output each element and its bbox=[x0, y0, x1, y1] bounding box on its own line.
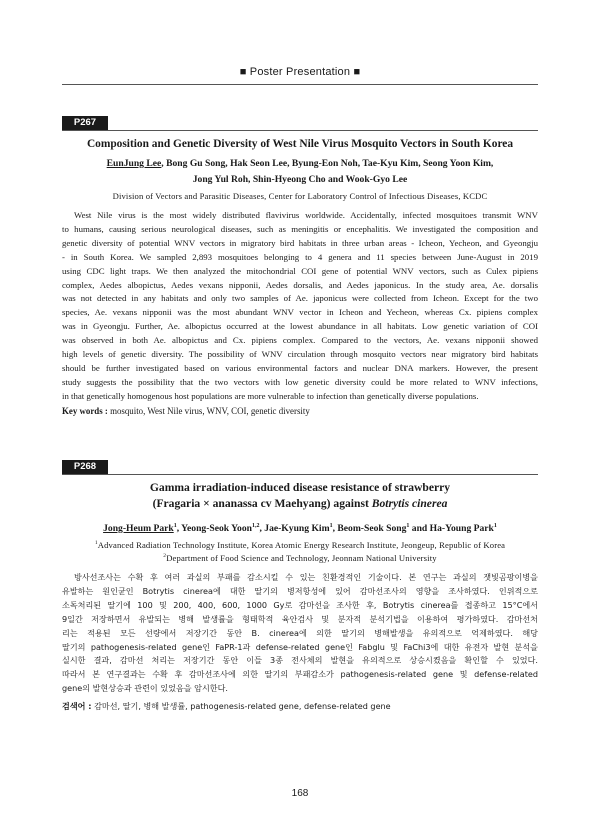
page-number: 168 bbox=[291, 788, 309, 799]
author-sup: 1,2 bbox=[251, 523, 260, 529]
author-sup: 1 bbox=[329, 523, 333, 529]
affil-text: Advanced Radiation Technology Institute, Korea Atomic Energy Research Institute, Jeongeup, Republic of Korea bbox=[97, 539, 506, 550]
p268-rule bbox=[62, 474, 538, 475]
p267-abstract bbox=[62, 209, 538, 404]
abstract-line: 딸기의 pathogenesis-related gene인 FaPR-1과 defense-related gene인 Fabglu 및 FaChi3에 대한 유전자 발현 분석을 bbox=[62, 641, 538, 652]
abstract-line: high levels of genetic diversity. The possibility of WNV circulation through mosquito vectors near migratory bird habitats bbox=[62, 349, 538, 360]
abstract-line: in that genetically homogenous host populations are more vulnerable to infection than genetically diverse populations. bbox=[62, 390, 479, 401]
affil-sup: 1 bbox=[94, 540, 98, 546]
p268-author: and Ha-Young Park bbox=[409, 523, 494, 535]
p268-abstract bbox=[62, 571, 538, 696]
p268-keywords-label: 검색어 : bbox=[62, 701, 92, 711]
p267-badge: P267 bbox=[62, 116, 108, 130]
abstract-line: 리는 적용된 모든 선량에서 저장기간 동안 B. cinerea에 의한 딸기의 병해발생을 유의적으로 억제하였다. 해당 bbox=[62, 627, 538, 638]
p267-title: Composition and Genetic Diversity of West Nile Virus Mosquito Vectors in South Korea bbox=[86, 138, 514, 150]
abstract-line: should be further investigated based on various environmental factors and nuclear DNA markers. However, the present bbox=[62, 362, 538, 373]
p268-affiliation-2 bbox=[62, 550, 538, 565]
affil-sup: 2 bbox=[163, 553, 167, 559]
p267-authors-line2: Jong Yul Roh, Shin-Hyeong Cho and Wook-Gyo Lee bbox=[192, 174, 408, 185]
abstract-line: 유발하는 원인균인 Botrytis cinerea에 대한 딸기의 병저항성에 있어 감마선조사의 영향을 조사하였다. 인위적으로 bbox=[62, 585, 538, 596]
abstract-line: study suggests the possibility that the two vectors with low genetic diversity could be more related to WNV infections, bbox=[62, 376, 538, 387]
abstract-line: gene의 발현상승과 관련이 있었음을 암시한다. bbox=[62, 683, 229, 694]
p267-rule bbox=[62, 130, 538, 131]
abstract-line: genetic diversity of potential WNV vectors in migratory bird habitats in three urban areas - Icheon, Yecheon, and Gyeongju bbox=[62, 237, 538, 248]
author-sup: 1 bbox=[493, 523, 497, 529]
abstract-line: was observed in both Ae. albopictus and Cx. pipiens complex. Compared to the vectors, Ae. vexans nipponii showed bbox=[62, 335, 538, 346]
p268-title-line1: Gamma irradiation-induced disease resistance of strawberry bbox=[149, 481, 451, 494]
affil-text: Department of Food Science and Technology, Jeonnam National University bbox=[166, 552, 437, 563]
p268-author: , Beom-Seok Song bbox=[332, 523, 407, 535]
p268-author: , Jae-Kyung Kim bbox=[259, 523, 330, 535]
abstract-line: was not detected in any habitats and only two samples of Ae. japonicus were collected from Icheon. Except for the two bbox=[62, 293, 538, 304]
p268-title-line2 bbox=[62, 496, 538, 512]
abstract-line: 소독처리된 딸기에 100 및 200, 400, 600, 1000 Gy로 감마선을 조사한 후, Botrytis cinerea를 접종하고 15°C에서 bbox=[62, 599, 538, 610]
p267-affiliation: Division of Vectors and Parasitic Diseases, Center for Laboratory Control of Infectious Diseases, KCDC bbox=[112, 191, 488, 201]
author-sup: 1 bbox=[406, 523, 410, 529]
p267-keywords-label: Key words : bbox=[62, 406, 108, 416]
p268-author: Jong-Heum Park bbox=[103, 523, 174, 535]
abstract-line: - in South Korea. We sampled 2,893 mosquitoes belonging to 4 genera and 11 species between June-August in 2019 bbox=[62, 251, 538, 262]
abstract-line: to humans, causing serious neurological diseases, such as meningitis or encephalitis. We investigated the composition and bbox=[62, 223, 538, 234]
p268-keywords-text: 감마선, 딸기, 병해 발생률, pathogenesis-related gene, defense-related gene bbox=[91, 701, 391, 711]
abstract-line: using CDC light traps. We then analyzed the mitochondrial COI gene of potential WNV vectors, such as Culex pipiens bbox=[62, 265, 538, 276]
p267-keywords bbox=[62, 405, 538, 418]
author-sup: 1 bbox=[173, 523, 177, 529]
p267-keywords-text: mosquito, West Nile virus, WNV, COI, genetic diversity bbox=[107, 406, 310, 416]
p267-authors bbox=[62, 156, 538, 172]
p267-authors-rest: , Bong Gu Song, Hak Seon Lee, Byung-Eon Noh, Tae-Kyu Kim, Seong Yoon Kim, bbox=[161, 158, 494, 169]
abstract-line: species, Ae. vexans nipponii was the most abundant WNV vector in Icheon and Yecheon, whereas Cx. pipiens complex bbox=[62, 307, 538, 318]
abstract-line: 방사선조사는 수확 후 여러 과실의 부패를 감소시킬 수 있는 친환경적인 기술이다. 본 연구는 과실의 잿빛곰팡이병을 bbox=[74, 572, 538, 582]
abstract-line: complex, Aedes albopictus, Aedes vexans nipponii, Aedes dorsalis, and Aedes japonicus. In the study area, Ae. dorsalis bbox=[62, 279, 538, 290]
abstract-line: 실시한 결과, 감마선 처리는 저장기간 동안 이들 3종 전사체의 발현을 유의적으로 상승시켰음을 확인할 수 있었다. bbox=[62, 655, 538, 666]
section-header: ■ Poster Presentation ■ bbox=[239, 66, 361, 78]
abstract-line: was in Gyeongju. Further, Ae. albopictus occurred at the lowest abundance in all habitats. Low genetic variation of COI bbox=[62, 321, 538, 332]
p268-title-part: (Fragaria × ananassa cv Maehyang) against bbox=[152, 497, 372, 510]
p268-author: , Yeong-Seok Yoon bbox=[176, 523, 252, 535]
p268-badge: P268 bbox=[62, 460, 108, 474]
p268-authors bbox=[62, 518, 538, 537]
p268-title-species: Botrytis cinerea bbox=[371, 497, 448, 510]
abstract-line: 따라서 본 연구결과는 수확 후 감마선조사에 의한 딸기의 부패감소가 pathogenesis-related gene 및 defense-related bbox=[62, 669, 538, 680]
abstract-line: West Nile virus is the most widely distributed flavivirus worldwide. Accidentally, infected mosquitoes transmit WNV bbox=[74, 210, 538, 220]
p268-keywords bbox=[62, 700, 538, 713]
p267-first-author: EunJung Lee bbox=[106, 158, 162, 169]
header-rule bbox=[62, 84, 538, 85]
abstract-line: 9일간 저장하면서 유발되는 병해 발생률을 형태학적 육안검사 및 분자적 분석기법을 이용하여 평가하였다. 감마선처 bbox=[62, 613, 538, 624]
